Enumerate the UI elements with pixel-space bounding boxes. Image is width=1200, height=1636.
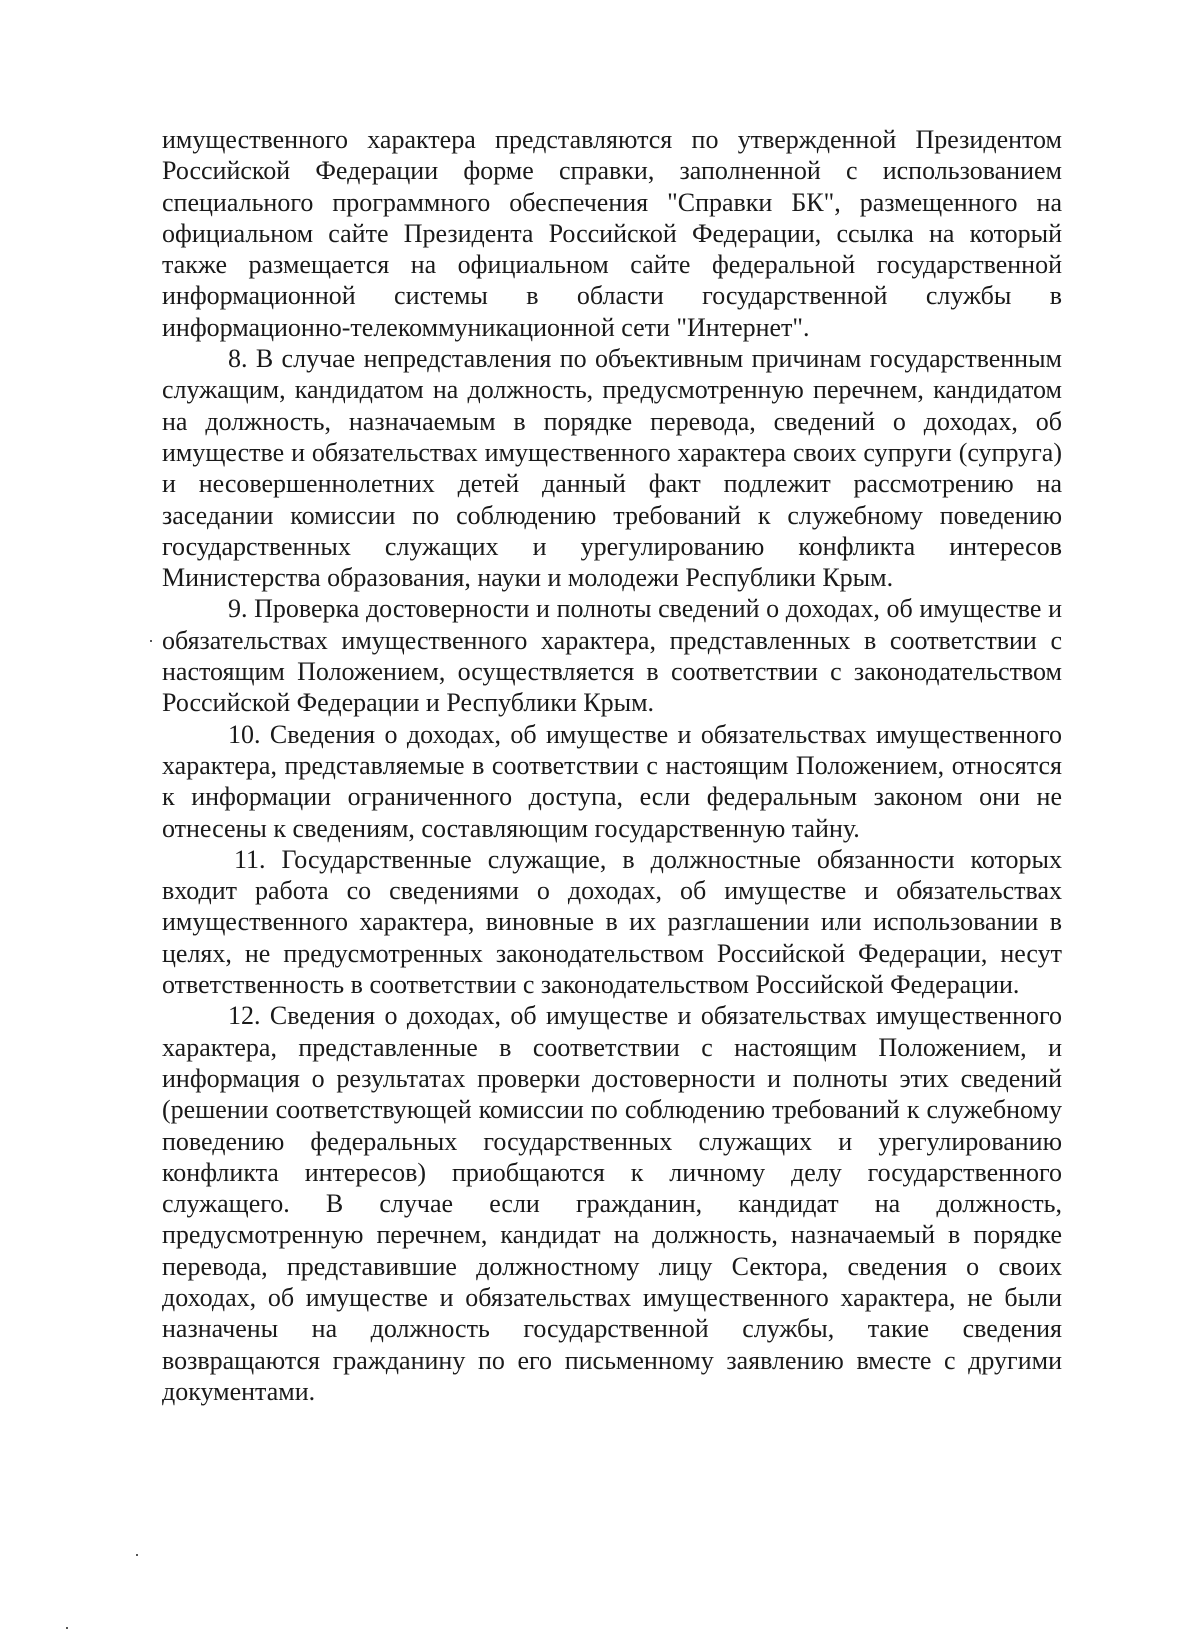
paragraph-item-12: 12. Сведения о доходах, об имуществе и обязательствах имущественного характера, представленные в соответствии с настоящим Положением, и информация о результатах проверки достоверности и полноты этих сведений (решении соответствующей комиссии по соблюдению требований к служебному поведению федеральных государственных служащих и урегулированию конфликта интересов) приобщаются к личному делу государственного служащего. В случае если гражданин, кандидат на должность, предусмотренную перечнем, кандидат на должность, назначаемый в порядке перевода, представившие должностному лицу Сектора, сведения о своих доходах, об имуществе и обязательствах имущественного характера, не были назначены на должность государственной службы, такие сведения возвращаются гражданину по его письменному заявлению вместе с другими документами. bbox=[162, 1001, 1062, 1406]
paragraph-item-8: 8. В случае непредставления по объективным причинам государственным служащим, кандидатом на должность, предусмотренную перечнем, кандидатом на должность, назначаемым в порядке перевода, сведений о доходах, об имуществе и обязательствах имущественного характера своих супруги (супруга) и несовершеннолетних детей данный факт подлежит рассмотрению на заседании комиссии по соблюдению требований к служебному поведению государственных служащих и урегулированию конфликта интересов Министерства образования, науки и молодежи Республики Крым. bbox=[162, 344, 1062, 593]
paragraph-item-10: 10. Сведения о доходах, об имуществе и обязательствах имущественного характера, представляемые в соответствии с настоящим Положением, относятся к информации ограниченного доступа, если федеральным законом они не отнесены к сведениям, составляющим государственную тайну. bbox=[162, 719, 1062, 843]
document-body bbox=[162, 124, 1062, 1407]
paragraph-continuation: имущественного характера представляются по утвержденной Президентом Российской Федерации форме справки, заполненной с использованием специального программного обеспечения "Справки БК", размещенного на официальном сайте Президента Российской Федерации, ссылка на который также размещается на официальном сайте федеральной государственной информационной системы в области государственной службы в информационно-телекоммуникационной сети "Интернет". bbox=[162, 125, 1062, 342]
paragraph-item-11: 11. Государственные служащие, в должностные обязанности которых входит работа со сведениями о доходах, об имуществе и обязательствах имущественного характера, виновные в их разглашении или использовании в целях, не предусмотренных законодательством Российской Федерации, несут ответственность в соответствии с законодательством Российской Федерации. bbox=[162, 844, 1062, 1000]
scan-artifact-dot bbox=[136, 1554, 138, 1556]
scan-artifact-dot bbox=[150, 640, 152, 642]
scan-artifact-dot bbox=[66, 1627, 68, 1629]
paragraph-item-9: 9. Проверка достоверности и полноты сведений о доходах, об имуществе и обязательствах имущественного характера, представленных в соответствии с настоящим Положением, осуществляется в соответствии с законодательством Российской Федерации и Республики Крым. bbox=[162, 594, 1062, 718]
